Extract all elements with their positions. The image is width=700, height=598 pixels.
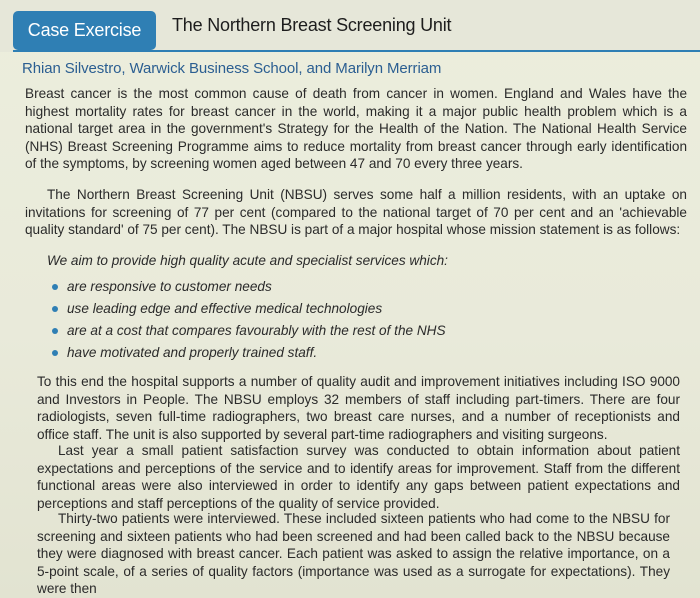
bullet-text: have motivated and properly trained staff. (67, 345, 318, 360)
bullet-text: use leading edge and effective medical technologies (67, 301, 383, 316)
list-item (52, 344, 552, 366)
bullet-icon (52, 306, 58, 312)
paragraph-patients: Thirty-two patients were interviewed. These included sixteen patients who had come to the NBSU for screening and sixteen patients who had been screened and had been called back to the NBSU because they were diagnosed with breast cancer. Each patient was asked to assign the relative importance, on a 5-point scale, of a series of quality factors (importance was used as a surrogate for expectations). They were then (37, 511, 670, 597)
bullet-icon (52, 328, 58, 334)
list-item (52, 278, 552, 300)
case-title: The Northern Breast Screening Unit (172, 15, 452, 35)
case-header (0, 0, 700, 52)
mission-statement-intro: We aim to provide high quality acute and specialist services which: (47, 253, 448, 268)
paragraph-nbsu: The Northern Breast Screening Unit (NBSU) serves some half a million residents, with an uptake on invitations for screening of 77 per cent (compared to the national target of 70 per cent and an 'achievable quality standard' of 75 per cent). The NBSU is part of a major hospital whose mission statement is as follows: (25, 187, 687, 238)
bullet-text: are responsive to customer needs (67, 279, 272, 294)
bullet-text: are at a cost that compares favourably with the rest of the NHS (67, 323, 446, 338)
header-divider (13, 50, 700, 52)
bullet-icon (52, 350, 58, 356)
case-exercise-tab: Case Exercise (13, 11, 156, 50)
list-item (52, 322, 552, 344)
paragraph-staffing: To this end the hospital supports a number of quality audit and improvement initiatives including ISO 9000 and Investors in People. The NBSU employs 32 members of staff including part-timers. There are four radiologists, seven full-time radiographers, two breast care nurses, and a number of receptionists and office staff. The unit is also supported by several part-time radiographers and visiting surgeons. (37, 374, 680, 442)
paragraph-survey: Last year a small patient satisfaction survey was conducted to obtain information about patient expectations and perceptions of the service and to identify areas for improvement. Staff from the different functional areas were also interviewed in order to identify any gaps between patient expectations and perceptions and staff perceptions of the quality of service provided. (37, 443, 680, 511)
paragraph-intro: Breast cancer is the most common cause of death from cancer in women. England and Wales have the highest mortality rates for breast cancer in the world, making it a major public health problem which is a national target area in the government's Strategy for the Health of the Nation. The National Health Service (NHS) Breast Screening Programme aims to reduce mortality from breast cancer through early identification of the symptoms, by screening women aged between 47 and 70 every three years. (25, 86, 687, 172)
case-authors: Rhian Silvestro, Warwick Business School, and Marilyn Merriam (22, 60, 442, 77)
mission-bullet-list (52, 278, 552, 366)
list-item (52, 300, 552, 322)
bullet-icon (52, 284, 58, 290)
